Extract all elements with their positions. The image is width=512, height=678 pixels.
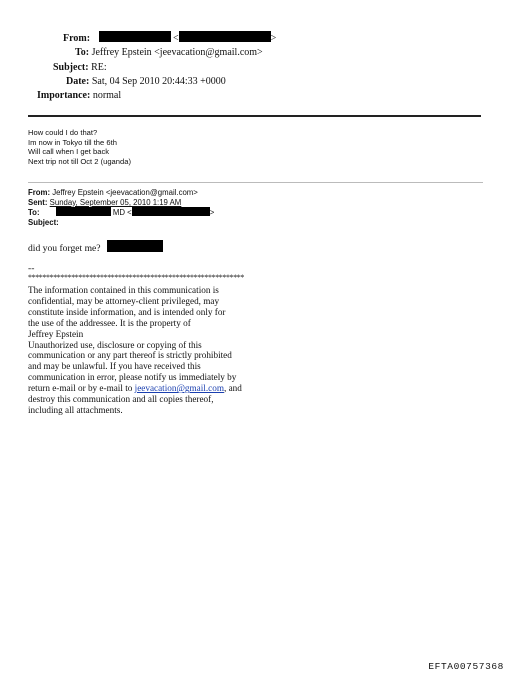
- redaction-block: [132, 207, 210, 216]
- header-date-row: [66, 75, 226, 89]
- fwd-from-label: From:: [28, 188, 51, 197]
- fwd-sent-label: Sent:: [28, 197, 48, 207]
- header-subject-row: [53, 61, 107, 75]
- to-label: To:: [75, 47, 90, 58]
- conf-line: Jeffrey Epstein: [28, 328, 84, 339]
- conf-line-pre: return e-mail or by e-mail to: [28, 383, 135, 394]
- conf-line: the use of the addressee. It is the property of: [28, 317, 191, 328]
- header-to-row: [75, 46, 263, 60]
- reply-line: Will call when I get back: [28, 147, 110, 157]
- asterisk-separator: ************************************************************: [28, 273, 245, 282]
- conf-line: and may be unlawful. If you have received this: [28, 361, 201, 372]
- conf-line-with-link: [28, 383, 242, 394]
- fwd-sent-value: Sunday, September 05, 2010 1:19 AM: [49, 197, 182, 207]
- conf-line: communication or any part thereof is strictly prohibited: [28, 350, 232, 361]
- conf-line: destroy this communication and all copies thereof,: [28, 394, 214, 405]
- reply-body: [28, 128, 131, 166]
- email-link[interactable]: jeevacation@gmail.com: [134, 383, 224, 394]
- conf-line-post: , and: [223, 383, 242, 394]
- subject-value: RE:: [91, 62, 107, 73]
- signature-dash: --: [28, 263, 35, 274]
- message-row: [28, 240, 163, 254]
- fwd-to-row: [28, 207, 214, 218]
- conf-line: confidential, may be attorney-client privileged, may: [28, 295, 220, 306]
- redaction-block: [99, 31, 171, 42]
- fwd-sent-row: [28, 198, 214, 208]
- fwd-to-suffix: MD <: [112, 208, 132, 218]
- reply-line: How could I do that?: [28, 128, 98, 137]
- fwd-subject-row: [28, 218, 214, 228]
- reply-line: Im now in Tokyo till the 6th: [28, 137, 117, 147]
- forwarded-header: [28, 188, 214, 227]
- to-value: Jeffrey Epstein <jeevacation@gmail.com>: [91, 47, 263, 58]
- date-label: Date:: [66, 76, 90, 87]
- conf-line: constitute inside information, and is intended only for: [28, 306, 226, 317]
- fwd-from-value: Jeffrey Epstein <jeevacation@gmail.com>: [52, 188, 198, 197]
- from-close-bracket: >: [270, 33, 277, 44]
- fwd-from-row: [28, 188, 214, 198]
- conf-line: Unauthorized use, disclosure or copying of this: [28, 339, 202, 350]
- fwd-to-close: >: [209, 208, 215, 218]
- header-importance-row: [37, 89, 121, 103]
- conf-line: The information contained in this communication is: [28, 285, 219, 295]
- conf-line: including all attachments.: [28, 404, 123, 415]
- fwd-to-label: To:: [28, 208, 40, 218]
- bates-number: EFTA00757368: [428, 661, 504, 672]
- from-label: From:: [63, 33, 91, 44]
- redaction-block: [107, 240, 163, 252]
- conf-line: communication in error, please notify us immediately by: [28, 372, 237, 383]
- quoted-divider: [28, 182, 483, 183]
- header-from-row: [63, 31, 276, 46]
- subject-label: Subject:: [53, 62, 89, 73]
- importance-value: normal: [92, 90, 122, 101]
- redaction-block: [179, 31, 271, 42]
- date-value: Sat, 04 Sep 2010 20:44:33 +0000: [91, 76, 226, 87]
- message-text: did you forget me?: [28, 243, 101, 254]
- from-open-bracket: <: [173, 33, 179, 44]
- redaction-block: [56, 207, 111, 216]
- fwd-subject-label: Subject:: [28, 217, 59, 227]
- header-divider: [28, 115, 481, 117]
- confidentiality-notice: [28, 285, 242, 416]
- reply-line: Next trip not till Oct 2 (uganda): [28, 156, 131, 166]
- importance-label: Importance:: [37, 90, 91, 101]
